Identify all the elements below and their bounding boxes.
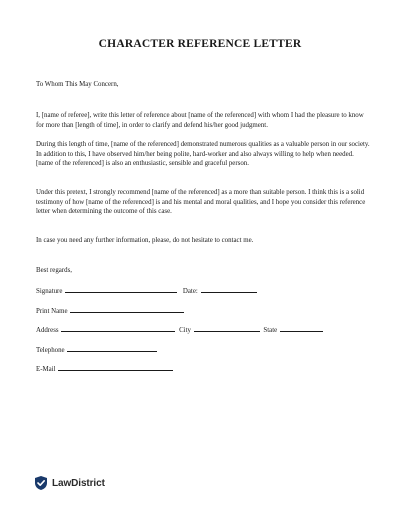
print-name-field[interactable] (70, 306, 184, 313)
email-field[interactable] (58, 364, 173, 371)
print-name-row (36, 306, 184, 316)
state-field[interactable] (280, 325, 323, 332)
address-field[interactable] (61, 325, 175, 332)
email-row (36, 364, 173, 374)
paragraph-qualities: During this length of time, [name of the referenced] demonstrated numerous qualities as a valuable person in our society. In addition to this, I have observed him/her being polite, hard-worker and also always willing to help when needed. [name of the referenced] is also an enthusiastic, sensible and graceful person. (36, 141, 370, 168)
signature-row (36, 286, 257, 296)
telephone-row (36, 345, 157, 355)
salutation: To Whom This May Concern, (36, 81, 119, 88)
telephone-label: Telephone (36, 347, 65, 354)
paragraph-contact: In case you need any further information, please, do not hesitate to contact me. (36, 237, 254, 244)
paragraph-intro: I, [name of referee], write this letter of reference about [name of the referenced] with whom I had the pleasure to know for more than [length of time], in order to clarify and defend his/her good judgment. (36, 112, 364, 129)
print-name-label: Print Name (36, 308, 68, 315)
date-field[interactable] (201, 286, 257, 293)
address-label: Address (36, 327, 59, 334)
shield-check-icon (33, 475, 49, 491)
address-row (36, 325, 323, 335)
paragraph-recommendation: Under this pretext, I strongly recommend [name of the referenced] as a more than suitable person. I think this is a solid testimony of how [name of the referenced] is and his mental and moral qualities, and I hope you consider this reference letter when determining the outcome of this case. (36, 189, 366, 216)
city-field[interactable] (194, 325, 260, 332)
telephone-field[interactable] (67, 345, 157, 352)
email-label: E-Mail (36, 366, 56, 373)
city-label: City (179, 327, 191, 334)
document-title: CHARACTER REFERENCE LETTER (98, 38, 302, 50)
signature-field[interactable] (65, 286, 177, 293)
state-label: State (263, 327, 278, 334)
signature-label: Signature (36, 288, 63, 295)
closing: Best regards, (36, 267, 72, 274)
lawdistrict-logo[interactable] (33, 475, 105, 491)
brand-name: LawDistrict (52, 477, 105, 489)
date-label: Date: (182, 288, 198, 295)
